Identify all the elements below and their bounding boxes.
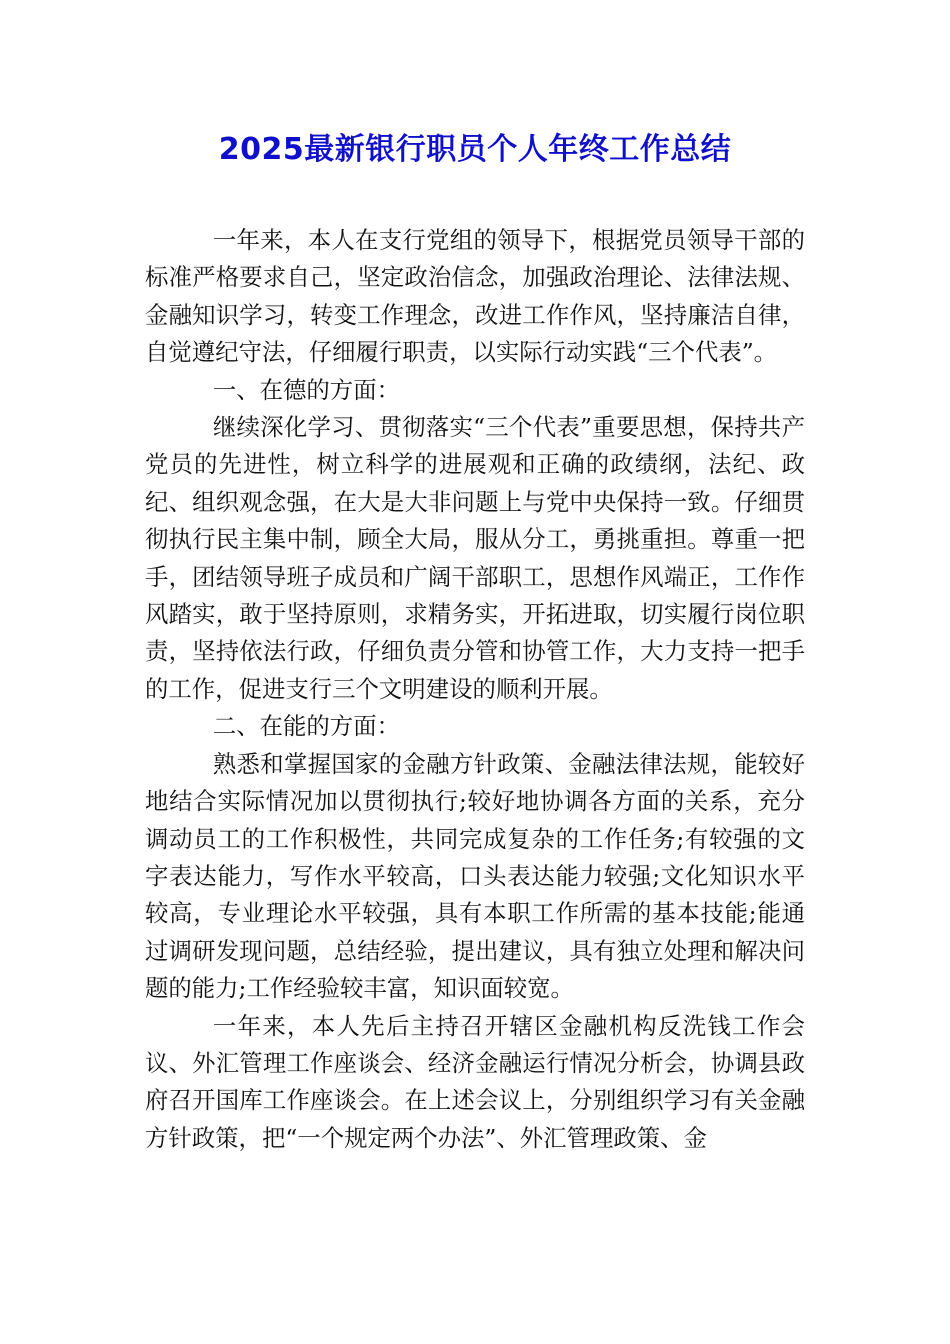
section-heading-ability: 二、在能的方面： [212,712,400,741]
paragraph-ability: 熟悉和掌握国家的金融方针政策、金融法律法规，能较好地结合实际情况加以贯彻执行;较好地协调各方面的关系，充分调动员工的工作积极性，共同完成复杂的工作任务;有较强的文字表达能力，写作水平较高，口头表达能力较强;文化知识水平较高，专业理论水平较强，具有本职工作所需的基本技能;能通过调研发现问题，总结经验，提出建议，具有独立处理和解决问题的能力;工作经验较丰富，知识面较宽。 [145,749,805,1003]
paragraph-morality: 继续深化学习、贯彻落实“三个代表”重要思想，保持共产党员的先进性，树立科学的进展观和正确的政绩纲，法纪、政纪、组织观念强，在大是大非问题上与党中央保持一致。仔细贯彻执行民主集中制，顾全大局，服从分工，勇挑重担。尊重一把手，团结领导班子成员和广阔干部职工，思想作风端正，工作作风踏实，敢于坚持原则，求精务实，开拓进取，切实履行岗位职责，坚持依法行政，仔细负责分管和协管工作，大力支持一把手的工作，促进支行三个文明建设的顺利开展。 [145,413,805,703]
section-heading-morality: 一、在德的方面： [212,375,400,404]
document-body [145,222,805,1157]
paragraph-meetings: 一年来，本人先后主持召开辖区金融机构反洗钱工作会议、外汇管理工作座谈会、经济金融运行情况分析会，协调县政府召开国库工作座谈会。在上述会议上，分别组织学习有关金融方针政策，把“一个规定两个办法”、外汇管理政策、金 [145,1011,805,1152]
paragraph-intro: 一年来，本人在支行党组的领导下，根据党员领导干部的标准严格要求自己，坚定政治信念，加强政治理论、法律法规、金融知识学习，转变工作理念，改进工作作风，坚持廉洁自律，自觉遵纪守法，仔细履行职责，以实际行动实践“三个代表”。 [145,226,805,367]
document-title: 2025最新银行职员个人年终工作总结 [218,132,732,167]
